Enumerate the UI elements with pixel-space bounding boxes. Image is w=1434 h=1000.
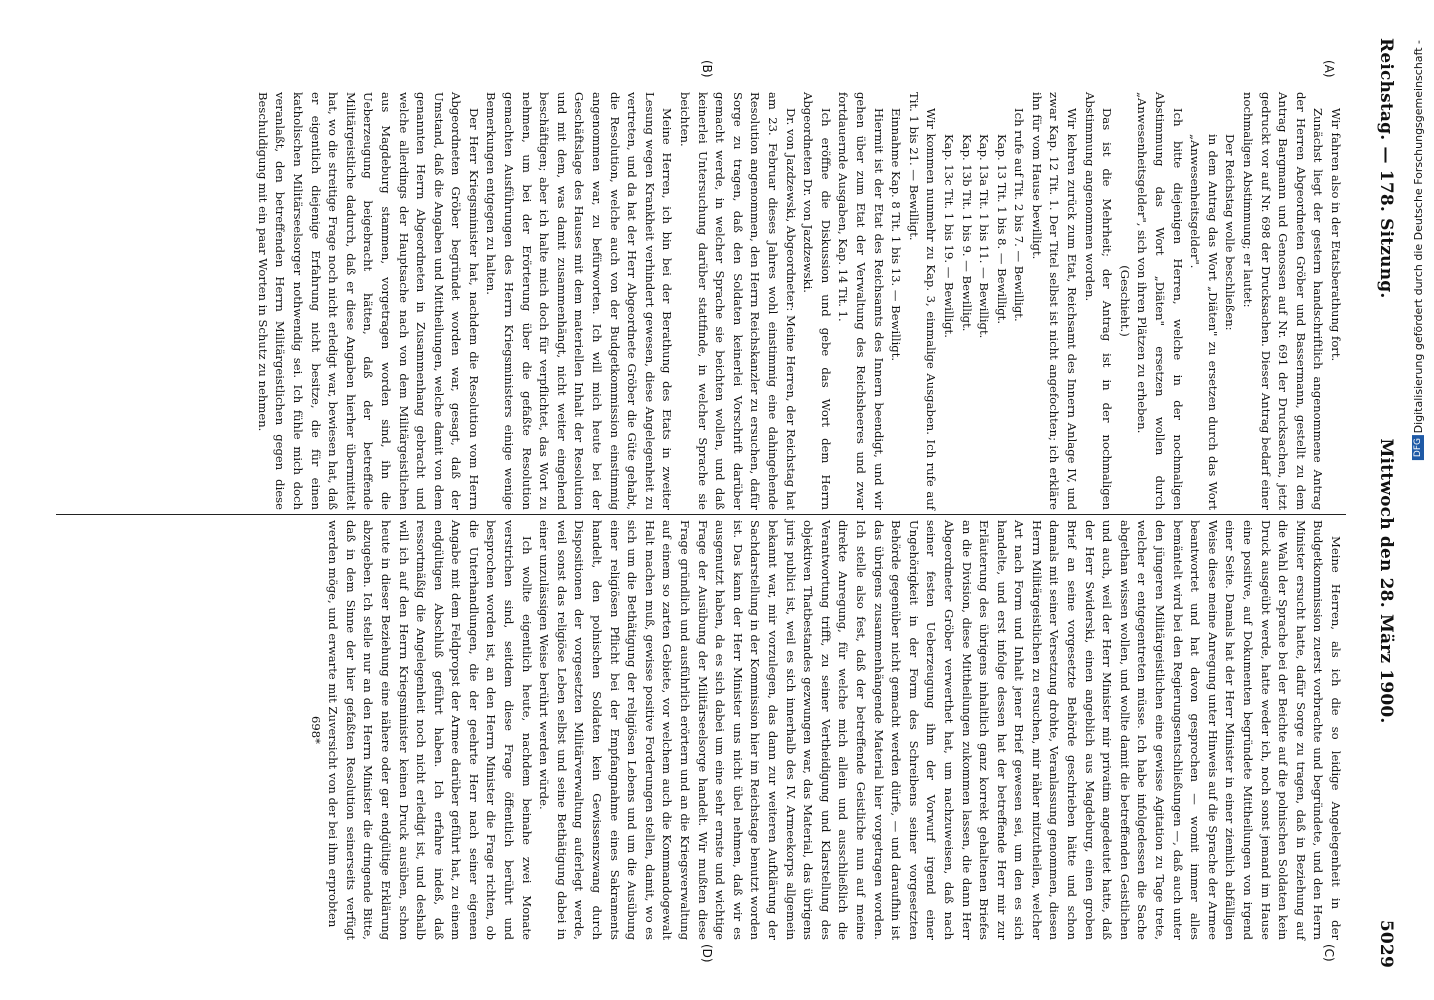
session-date: Mittwoch den 28. März 1900. xyxy=(1376,438,1396,724)
paragraph: Ich wollte eigentlich heute, nachdem beinahe zwei Monate verstrichen sind, seitdem diese Frage öffentlich berührt und besprochen worden ist, an den Herrn Minister die Frage richten, ob die Unterhandlungen, die der geehrte Herr nach seiner eigenen Angabe mit dem Feldpropst der Armee darüber geführt hat, zu einem endgültigen Abschluß geführt haben. Ich erfahre indeß, daß ressortmäßig die Angelegenheit noch nicht erledigt ist, und deshalb will ich auf den Herrn Kriegsminister keinen Druck ausüben, schon heute in dieser Beziehung eine nähere oder gar endgültige Erklärung abzugeben. Ich stelle nur an den Herrn Minister die dringende Bitte, daß in dem Sinne der hier gefaßten Resolution seinerseits verfügt werden möge, und erwarte mit Zuversicht von der bei ihm erprobten xyxy=(326,520,534,940)
paragraph: Kap. 13b Tit. 1 bis 9. — Bewilligt. xyxy=(959,134,974,332)
session-title: Reichstag. — 178. Sitzung. xyxy=(1376,38,1396,299)
paragraph: Meine Herren, ich bin bei der Berathung des Etats in zweiter Lesung wegen Krankheit verhindert gewesen, diese Angelegenheit zu vertreten, und da hat der Herr Abgeordnete Gröber die Güte gehabt, die Resolution, welche auch von der Budgetkommission einstimmig angenommen war, zu befürworten. Ich will mich heute bei der Geschäftslage des Hauses mit dem materiellen Inhalt der Resolution und mit dem, was damit zusammenhängt, nicht weiter eingehend beschäftigen; aber ich halte mich doch für verpflichtet, das Wort zu nehmen, um bei der Erörterung über die gefaßte Resolution gemachten Ausführungen des Herrn Kriegsministers einige wenige Bemerkungen entgegen zu halten. xyxy=(484,92,675,510)
dfg-logo: DFG xyxy=(1412,435,1424,460)
column-divider xyxy=(56,514,1346,515)
paragraph: Kap. 13a Tit. 1 bis 11. — Bewilligt. xyxy=(977,134,992,339)
paragraph: Kap. 13c Tit. 1 bis 19. — Bewilligt. xyxy=(941,134,956,338)
signature-number: 698* xyxy=(308,716,323,744)
page-number: 5029 xyxy=(1376,919,1396,968)
paragraph: Wir kehren zurück zum Etat, Reichsamt des Innern Anlage IV, und zwar Kap. 12 Tit. 1. Der Titel selbst ist nicht angefochten; ich erkläre ihn für vom Hause bewilligt. xyxy=(1029,92,1080,510)
paragraph: Hiermit ist der Etat des Reichsamts des Innern beendigt, und wir gehen über zum Etat der Verwaltung des Reichsheeres und zwar fortdauernde Ausgaben, Kap. 14 Tit. 1. xyxy=(836,92,886,510)
paragraph: in dem Antrag das Wort „Diäten" zu ersetzen durch das Wort „Anwesenheitsgelder". xyxy=(1188,134,1220,510)
paragraph: Kap. 13 Tit. 1 bis 8. — Bewilligt. xyxy=(994,134,1009,325)
margin-marker-d: (D) xyxy=(700,944,714,963)
digitisation-text: Digitalisierung gefördert durch die Deutsche Forschungsgemeinschaft - xyxy=(1411,40,1425,434)
paragraph: (Geschieht.) xyxy=(1117,265,1132,337)
paragraph: Einnahme Kap. 8 Tit. 1 bis 13. — Bewilligt. xyxy=(889,108,904,362)
page-header xyxy=(1368,38,1396,968)
paragraph: Wir fahren also in der Etatsberathung fort. xyxy=(1329,108,1343,362)
paragraph: Wir kommen nunmehr zu Kap. 3, einmalige Ausgaben. Ich rufe auf Tit. 1 bis 21. — Bewilligt. xyxy=(906,92,939,510)
margin-marker-b: (B) xyxy=(700,60,714,78)
paragraph: Der Herr Kriegsminister hat, nachdem die Resolution vom Herrn Abgeordneten Gröber begründet worden war, gesagt, daß der Umstand, daß die Angaben und Mittheilungen, welche damit von dem genannten Herrn Abgeordneten in Zusammenhang gebracht und welche allerdings der Hauptsache nach von dem Militärgeistlichen aus Magdeburg stammen, vorgetragen worden sind, ihn die Ueberzeugung beigebracht hätten, daß der betreffende Militärgeistliche dadurch, daß er diese Angaben hierher übermittelt hat, wo die streitige Frage noch nicht erledigt war, bewiesen hat, daß er eigentlich diejenige Erfahrung nicht besitze, die für einen katholischen Militärseelsorger nothwendig sei. Ich fühle mich doch veranlaßt, den betreffenden Herrn Militärgeistlichen gegen diese Beschuldigung mit ein paar Worten in Schutz zu nehmen. xyxy=(255,92,481,510)
margin-marker-c: (C) xyxy=(1322,944,1336,962)
paragraph: Das ist die Mehrheit; der Antrag ist in der nochmaligen Abstimmung angenommen worden. xyxy=(1082,92,1115,510)
right-column xyxy=(306,520,1344,940)
paragraph: Meine Herren, als ich die so leidige Angelegenheit in der Budgetkommission zuerst vorbrachte und begründete, und den Herrn Minister ersucht hatte, dafür Sorge zu tragen, daß in Beziehung auf die Wahl der Sprache bei der Beichte auf die polnischen Soldaten kein Druck ausgeübt werde, hatte weder ich, noch sonst jemand im Hause eine positive, auf Dokumenten begründete Mittheilungen von irgend einer Seite. Damals hat der Herr Minister in einer ziemlich abfälligen Weise diese meine Anregung unter Hinweis auf die Sprache der Armee beantwortet und hat davon gesprochen — womit immer alles bemäntelt wird bei den Regierungsentschließungen —, daß auch unter den jüngeren Militärgeistlichen eine gewisse Agitation zu Tage trete, welcher er entgegentreten müsse. Ich habe infolgedessen die Sache abgethan wissen wollen, und wollte damit die betreffenden Geistlichen und auch, weil der Herr Minister mir privatim angedeutet hatte, daß der Herr Swiderski, einen angeblich aus Magdeburg, einen groben Brief an seine vorgesetzte Behörde geschrieben hätte und schon damals mit seiner Versetzung drohte, Veranlassung genommen, diesen Herrn Militärgeistlichen zu ersuchen, mir näher mitzutheilen, welcher Art nach Form und Inhalt jener Brief gewesen sei, um den es sich handelte, und erst infolge dessen hat der betreffende Herr mir zur Erläuterung des übrigens inhaltlich ganz korrekt gehaltenen Briefes an die Division, diese Mittheilungen zukommen lassen, die dann Herr Abgeordneter Gröber verwerthet hat, um nachzuweisen, daß nach seiner festen Ueberzeugung ihm der Vorwurf irgend einer Ungehörigkeit in der Form des Schreibens seiner vorgesetzten Behörde gegenüber nicht gemacht werden dürfe, — und daraufhin ist das übrigens zusammenhängende Material hier vorgetragen worden. Ich stelle also fest, daß der betreffende Geistliche nun auf meine direkte Anregung, für welche mich allein und ausschließlich die Verantwortung trifft, zu seiner Vertheidigung und Klarstellung des objektiven Thatbestandes gezwungen war, das Material, das übrigens juris publici ist, weil es sich innerhalb des IV. Armeekorps allgemein bekannt war, mir vorzulegen, das dann zur weiteren Aufklärung der Sachdarstellung in der Kommission hier im Reichstage benutzt worden ist. Das kann der Herr Minister uns nicht übel nehmen, daß wir es ausgenutzt haben, da es sich dabei um eine sehr ernste und wichtige Frage der Ausübung der Militärseelsorge handelt. Wir mußten diese Frage gründlich und ausführlich erörtern und an die Kriegsverwaltung auf einem so zarten Gebiete, vor welchem auch die Kommandogewalt Halt machen muß, gewisse positive Forderungen stellen, damit, wo es sich um die Bethätigung der religiösen Lebens und um die Ausübung einer religiösen Pflicht bei der Empfangnahme eines Sakraments handelt, den polnischen Soldaten kein Gewissenszwang durch Dispositionen der vorgesetzten Militärverwaltung auferlegt werde, weil sonst das religiöse Leben selbst und seine Bethätigung dabei in einer unzulässigen Weise berührt werden würde. xyxy=(537,520,1343,940)
paragraph: Der Reichstag wolle beschließen: xyxy=(1223,134,1238,331)
paragraph: Ich eröffne die Diskussion und gebe das Wort dem Herrn Abgeordneten Dr. von Jazdzewski. xyxy=(801,92,833,510)
paragraph: Zunächst liegt der gestern handschriftlich angenommene Antrag der Herren Abgeordneten Gröber und Bassermann, gestellt zu dem Antrag Bargmann und Genossen auf Nr. 691 der Drucksachen, jetzt gedruckt vor auf Nr. 698 der Drucksachen. Dieser Antrag bedarf einer nochmaligen Abstimmung; er lautet: xyxy=(1241,92,1326,510)
margin-marker-a: (A) xyxy=(1322,60,1336,78)
speech-paragraph: Dr. von Jazdzewski, Abgeordneter: Meine Herren, der Reichstag hat am 23. Februar dieses Jahres wohl einstimmig eine dahingehende Resolution angenommen, den Herrn Reichskanzler zu ersuchen, dafür Sorge zu tragen, daß den Soldaten keinerlei Vorschrift darüber gemacht werde, in welcher Sprache sie beichten wollen, und daß keinerlei Untersuchung darüber stattfinde, in welcher Sprache sie beichten. xyxy=(678,92,798,510)
paragraph: Ich bitte diejenigen Herren, welche in der nochmaligen Abstimmung das Wort „Diäten" ersetzen wollen durch „Anwesenheitsgelder", sich von ihren Plätzen zu erheben. xyxy=(1135,92,1185,510)
paragraph: Ich rufe auf Tit. 2 bis 7. — Bewilligt. xyxy=(1012,108,1027,322)
left-column xyxy=(253,92,1344,510)
digitisation-note xyxy=(1404,0,1432,1000)
